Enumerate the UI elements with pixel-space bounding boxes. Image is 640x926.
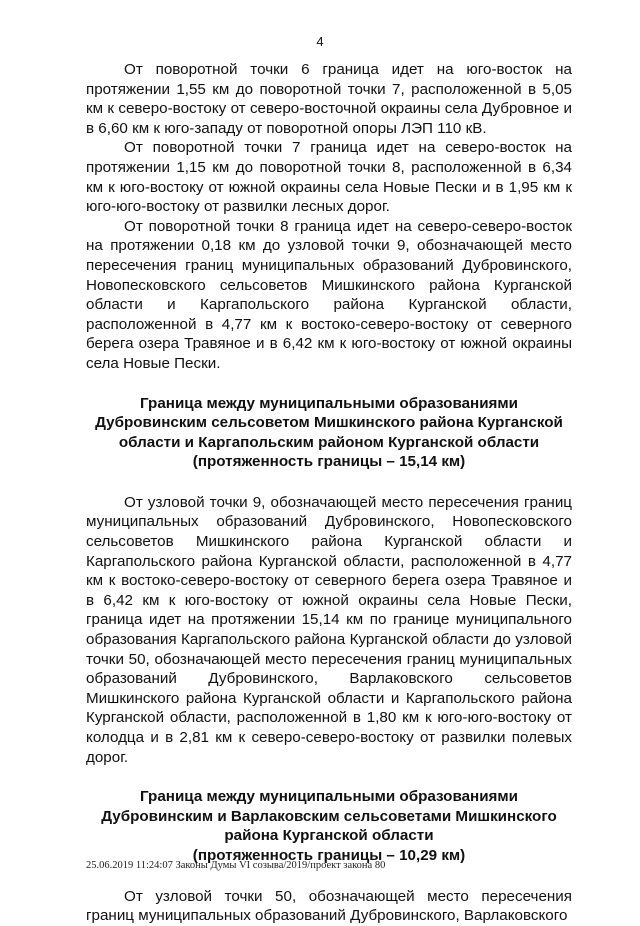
document-body xyxy=(86,60,572,926)
paragraph-point-8: От поворотной точки 8 граница идет на северо-северо-восток на протяжении 0,18 км до узловой точки 9, обозначающей место пересечения границ муниципальных образований Дубровинского, Новопесковского сельсоветов Мишкинского района Курганской области и Каргапольского района Курганской области, расположенной в 4,77 км к востоко-северо-востоку от северного берега озера Травяное и в 6,42 км к юго-востоку от южной окраины села Новые Пески. xyxy=(86,217,572,372)
section-heading-line: Дубровинским сельсоветом Мишкинского района Курганской xyxy=(95,414,563,432)
section-heading-line: Граница между муниципальными образованиями xyxy=(140,394,518,412)
section-heading-kargapolsky xyxy=(86,394,572,472)
paragraph-section-kargapolsky: От узловой точки 9, обозначающей место пересечения границ муниципальных образований Дубровинского, Новопесковского сельсоветов Мишкинского района Курганской области и Каргапольского района Курганской области, расположенной в 4,77 км к востоко-северо-востоку от северного берега озера Травяное и в 6,42 км к юго-востоку от южной окраины села Новые Пески, граница идет на протяжении 15,14 км по границе муниципального образования Каргапольского района Курганской области до узловой точки 50, обозначающей место пересечения границ муниципальных образований Дубровинского, Варлаковского сельсоветов Мишкинского района Курганской области и Каргапольского района Курганской области, расположенной в 1,80 км к юго-юго-востоку от колодца и в 2,81 км к северо-северо-востоку от развилки полевых дорог. xyxy=(86,493,572,766)
section-heading-line: района Курганской области xyxy=(224,827,434,845)
paragraph-section-varlakovsky: От узловой точки 50, обозначающей место пересечения границ муниципальных образований Дубровинского, Варлаковского xyxy=(86,887,572,925)
paragraph-point-6: От поворотной точки 6 граница идет на юго-восток на протяжении 1,55 км до поворотной точки 7, расположенной в 5,05 км к северо-востоку от северо-восточной окраины села Дубровное и в 6,60 км к юго-западу от поворотной опоры ЛЭП 110 кВ. xyxy=(86,61,572,137)
section-heading-varlakovsky xyxy=(86,787,572,865)
page-number: 4 xyxy=(316,34,324,49)
section-heading-line: Граница между муниципальными образованиями xyxy=(140,788,518,806)
section-heading-length: (протяженность границы – 10,29 км) xyxy=(192,846,466,864)
paragraph-point-7: От поворотной точки 7 граница идет на северо-восток на протяжении 1,15 км до поворотной точки 8, расположенной в 6,34 км к юго-востоку от южной окраины села Новые Пески и в 1,95 км к юго-юго-востоку от развилки лесных дорог. xyxy=(86,139,572,216)
section-heading-line: области и Каргапольским районом Курганской области xyxy=(118,433,540,451)
section-heading-length: (протяженность границы – 15,14 км) xyxy=(192,453,466,471)
section-heading-line: Дубровинским и Варлаковским сельсоветами Мишкинского xyxy=(101,807,557,825)
document-footer: 25.06.2019 11:24:07 Законы Думы VI созыва/2019/проект закона 80 xyxy=(86,860,386,871)
